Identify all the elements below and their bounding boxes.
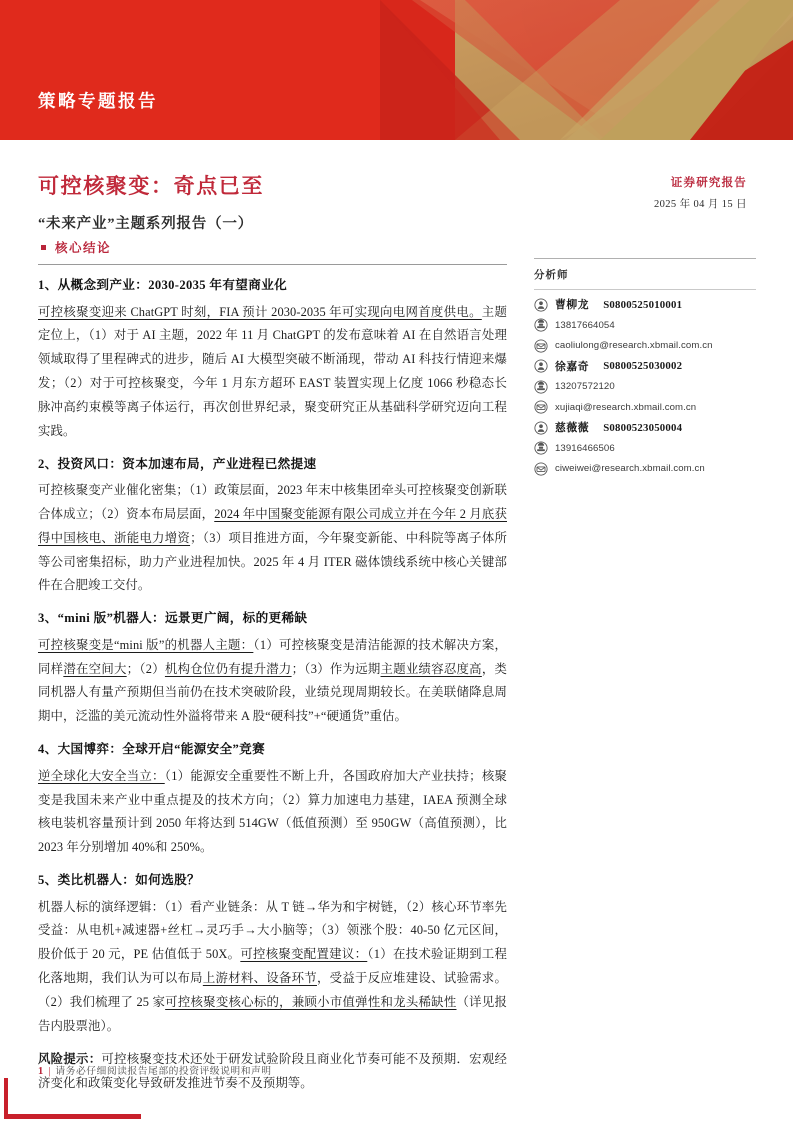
analyst-phone-row [534,379,756,394]
section-body-2 [38,479,507,598]
analyst-email-row [534,400,756,415]
bullet-square-icon [41,245,46,250]
footer-disclaimer: 请务必仔细阅读报告尾部的投资评级说明和声明 [55,1066,272,1077]
analyst-panel-title: 分析师 [534,270,569,281]
section-2-text-b: ；（3）项目推进方面，今年聚变新能、中科院等离子体所等公司密集招标，助力产业进程加快。2025 年 4 月 ITER 磁体馈线系统中核心关键部件在合肥竣工交付。 [38,530,507,593]
analyst-panel [534,258,756,482]
section-3-text-d: ，类同机器人有量产预期但当前仍在技术突破阶段，业绩兑现周期较长。在美联储降息周期中，泛滥的美元流动性外溢将带来 A 股“硬科技”+“硬通货”重估。 [38,661,508,724]
section-5-text-d: （详见报告内股票池）。 [38,994,507,1033]
analyst-name-row [534,420,756,435]
footer-separator: | [48,1066,51,1077]
email-icon [534,462,548,476]
email-icon [534,400,548,414]
section-heading-1: 1、从概念到产业：2030-2035 年有望商业化 [38,278,288,292]
section-body-1 [38,301,507,444]
phone-icon [534,441,548,455]
header-banner [0,0,793,140]
section-3-text-b: ；（2） [126,661,165,676]
section-heading-5: 5、类比机器人：如何选股？ [38,872,200,887]
analyst-name-row [534,297,756,312]
analyst-name: 慈薇薇 [555,422,590,434]
analyst-license-code: S0800525010001 [603,298,683,311]
banner-decorative-graphic [0,0,793,140]
section-3-underline-a: 可控核聚变是“mini 版”的机器人主题： [38,637,254,652]
analyst-panel-divider [534,289,756,290]
person-icon [534,298,548,312]
main-content [38,238,507,1100]
section-5-text-c: ，受益于反应堆建设、试验需求。（2）我们梳理了 25 家 [38,971,507,1009]
section-heading-3: 3、“mini 版”机器人：远景更广阔，标的更稀缺 [38,611,308,626]
analyst-email[interactable]: ciweiwei@research.xbmail.com.cn [555,463,705,474]
section-heading-2: 2、投资风口：资本加速布局，产业进程已然提速 [38,456,317,471]
section-1-text: 主题定位上，（1）对于 AI 主题，2022 年 11 月 ChatGPT 的发布意味着 AI 在自然语言处理领域取得了里程碑式的进步，随后 AI 大模型突破不断涌现，带动 AI 科技行情迎来爆发；（2）对于可控核聚变，今年 1 月东方超环 EAST 装置实现上亿度 1066 秒稳态长脉冲高约束模等离子体运行，再次创世界纪录，聚变研究正从基础科学研究迈向工程实践。 [38,304,508,438]
analyst-phone: 13916466506 [555,442,615,454]
section-5-underline-a: 可控核聚变配置建议： [240,947,368,962]
analyst-name: 曹柳龙 [555,299,590,311]
analyst-phone-row [534,441,756,456]
section-5-text-a: 机器人标的演绎逻辑：（1）看产业链条：从 T 链→华为和宇树链，（2）核心环节率先受益：从电机+减速器+丝杠→灵巧手→大小脑等；（3）领涨个股：40-50 亿元区间，股价低于 20 元，PE 估值低于 50X。 [38,899,507,962]
section-3-underline-d: 主题业绩容忍度高 [380,661,482,676]
phone-icon [534,380,548,394]
section-3-text-a: （1）可控核聚变是清洁能源的技术解决方案，同样 [38,637,507,676]
phone-icon [534,318,548,332]
section-heading-4: 4、大国博弈：全球开启“能源安全”竞赛 [38,742,266,757]
analyst-name: 徐嘉奇 [555,360,590,373]
analyst-phone: 13207572120 [555,381,615,392]
analyst-email[interactable]: xujiaqi@research.xbmail.com.cn [555,401,697,413]
risk-label: 风险提示： [38,1052,102,1067]
core-conclusion-header [38,238,507,260]
section-5-underline-c: 可控核聚变核心标的，兼顾小市值弹性和龙头稀缺性 [165,994,457,1009]
section-2-underline-a: 2024 年中国聚变能源有限公司成立并在今年 2 月底获得中国核电、浙能电力增资 [38,506,507,545]
section-2-text-a: 可控核聚变产业催化密集；（1）政策层面，2023 年末中核集团牵头可控核聚变创新联合体成立；（2）资本布局层面， [38,483,507,521]
section-body-5 [38,896,507,1039]
section-1-lead: 可控核聚变迎来 ChatGPT 时刻，FIA 预计 2030-2035 年可实现向电网首度供电。 [38,304,482,319]
page-subtitle: “未来产业”主题系列报告（一） [38,216,253,232]
section-3-underline-b: 潜在空间大 [63,661,127,676]
corner-accent-vertical [4,1078,8,1118]
analyst-name-row [534,359,756,374]
section-4-text: （1）能源安全重要性不断上升，各国政府加大产业扶持；核聚变是我国未来产业中重点提及的技术方向；（2）算力加速电力基建，IAEA 预测全球核电装机容量预计到 2050 年将达到 514GW（低值预测）至 950GW（高值预测），比 2023 年分别增加 40%和 250%。 [38,768,508,855]
report-type-label: 证券研究报告 [670,177,747,189]
analyst-phone-row [534,318,756,333]
page-number: 1 [38,1066,44,1077]
analyst-email[interactable]: caoliulong@research.xbmail.com.cn [555,340,713,351]
section-3-underline-c: 机构仓位仍有提升潜力 [164,661,292,676]
core-conclusion-label: 核心结论 [55,241,112,255]
risk-text: 可控核聚变技术还处于研发试验阶段且商业化节奏可能不及预期．宏观经济变化和政策变化导致研发推进节奏不及预期等。 [38,1052,507,1091]
person-icon [534,359,548,373]
page-footer [38,1063,272,1077]
analyst-phone: 13817664054 [555,319,615,331]
divider [38,264,507,265]
person-icon [534,421,548,435]
report-date: 2025 年 04 月 15 日 [653,199,747,210]
email-icon [534,339,548,353]
analyst-license-code: S0800525030002 [603,360,683,372]
banner-title: 策略专题报告 [38,91,158,111]
section-body-3 [38,634,507,729]
corner-accent-horizontal [4,1114,141,1119]
analyst-email-row [534,338,756,353]
section-3-text-c: ；（3）作为远期 [291,661,381,676]
section-4-underline-a: 逆全球化大安全当立： [38,768,165,783]
section-body-4 [38,765,507,860]
section-5-underline-b: 上游材料、设备环节 [202,971,317,985]
analyst-email-row [534,461,756,476]
analyst-license-code: S0800523050004 [603,421,683,434]
section-5-text-b: （1）在技术验证期到工程化落地期，我们认为可以布局 [38,947,507,985]
analyst-panel-top-divider [534,258,756,259]
page-title: 可控核聚变：奇点已至 [38,174,264,198]
